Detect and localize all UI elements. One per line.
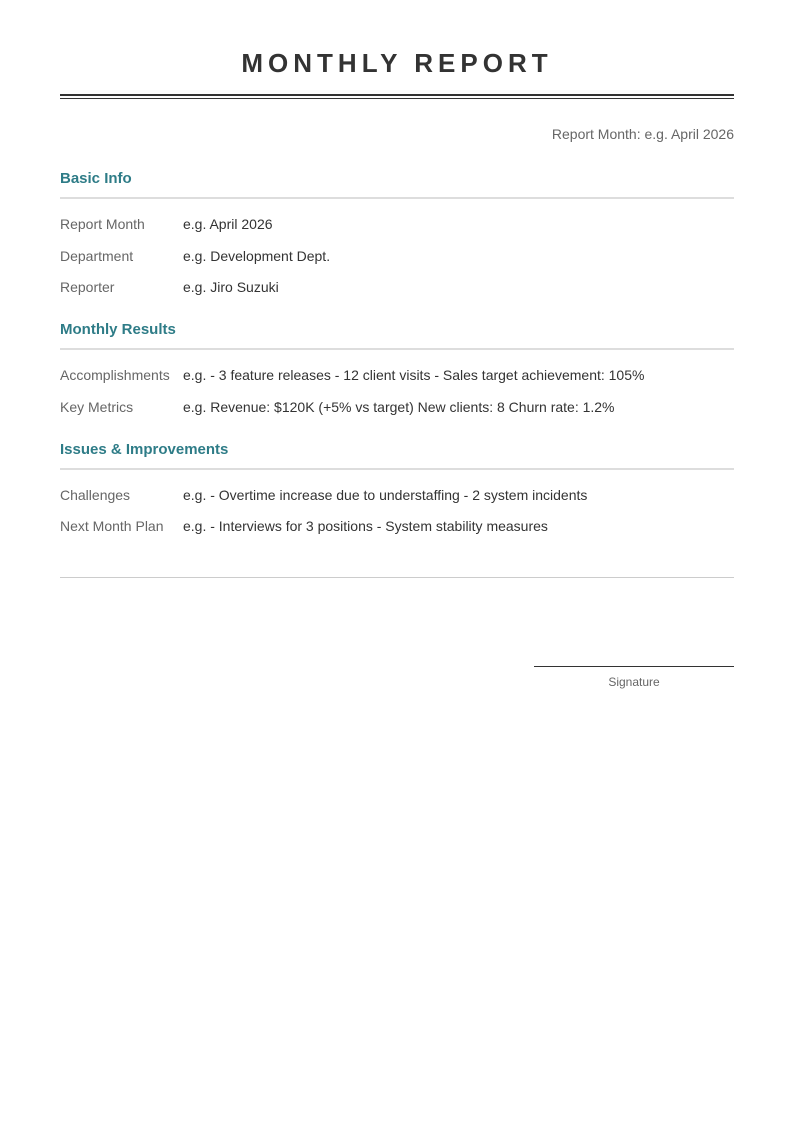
field-value: e.g. Revenue: $120K (+5% vs target) New clients: 8 Churn rate: 1.2% [183, 398, 615, 415]
field-value: e.g. - 3 feature releases - 12 client visits - Sales target achievement: 105% [183, 367, 645, 383]
field-list [60, 366, 734, 416]
field-label: Next Month Plan [60, 518, 164, 534]
signature-label: Signature [608, 675, 660, 689]
content-end-divider [60, 577, 734, 578]
section-heading: Monthly Results [60, 320, 734, 350]
page-title: MONTHLY REPORT [241, 48, 553, 78]
signature-block [534, 666, 734, 690]
field-value: e.g. April 2026 [183, 216, 273, 232]
field-label: Accomplishments [60, 367, 170, 383]
field-row-report-month [60, 215, 734, 233]
report-month-header: Report Month: e.g. April 2026 [551, 126, 734, 142]
signature-line [534, 666, 734, 667]
field-value: e.g. Jiro Suzuki [183, 279, 279, 295]
field-label: Key Metrics [60, 398, 134, 415]
field-label: Report Month [60, 216, 145, 232]
field-value: e.g. Development Dept. [183, 247, 331, 264]
field-row-accomplishments [60, 366, 734, 384]
section-heading: Basic Info [60, 169, 734, 199]
field-row-reporter [60, 278, 734, 296]
field-list [60, 215, 734, 296]
field-value: e.g. - Overtime increase due to understaffing - 2 system incidents [183, 486, 588, 503]
field-label: Reporter [60, 279, 115, 295]
title-divider [60, 94, 734, 99]
section-issues-improvements [60, 440, 734, 536]
section-heading: Issues & Improvements [60, 440, 734, 470]
section-basic-info [60, 169, 734, 296]
section-monthly-results [60, 320, 734, 416]
field-value: e.g. - Interviews for 3 positions - System stability measures [183, 518, 548, 534]
field-list [60, 486, 734, 536]
field-row-key-metrics [60, 398, 734, 416]
field-label: Challenges [60, 486, 131, 503]
field-row-challenges [60, 486, 734, 504]
field-row-department [60, 247, 734, 265]
field-label: Department [60, 247, 134, 264]
field-row-next-month-plan [60, 517, 734, 535]
